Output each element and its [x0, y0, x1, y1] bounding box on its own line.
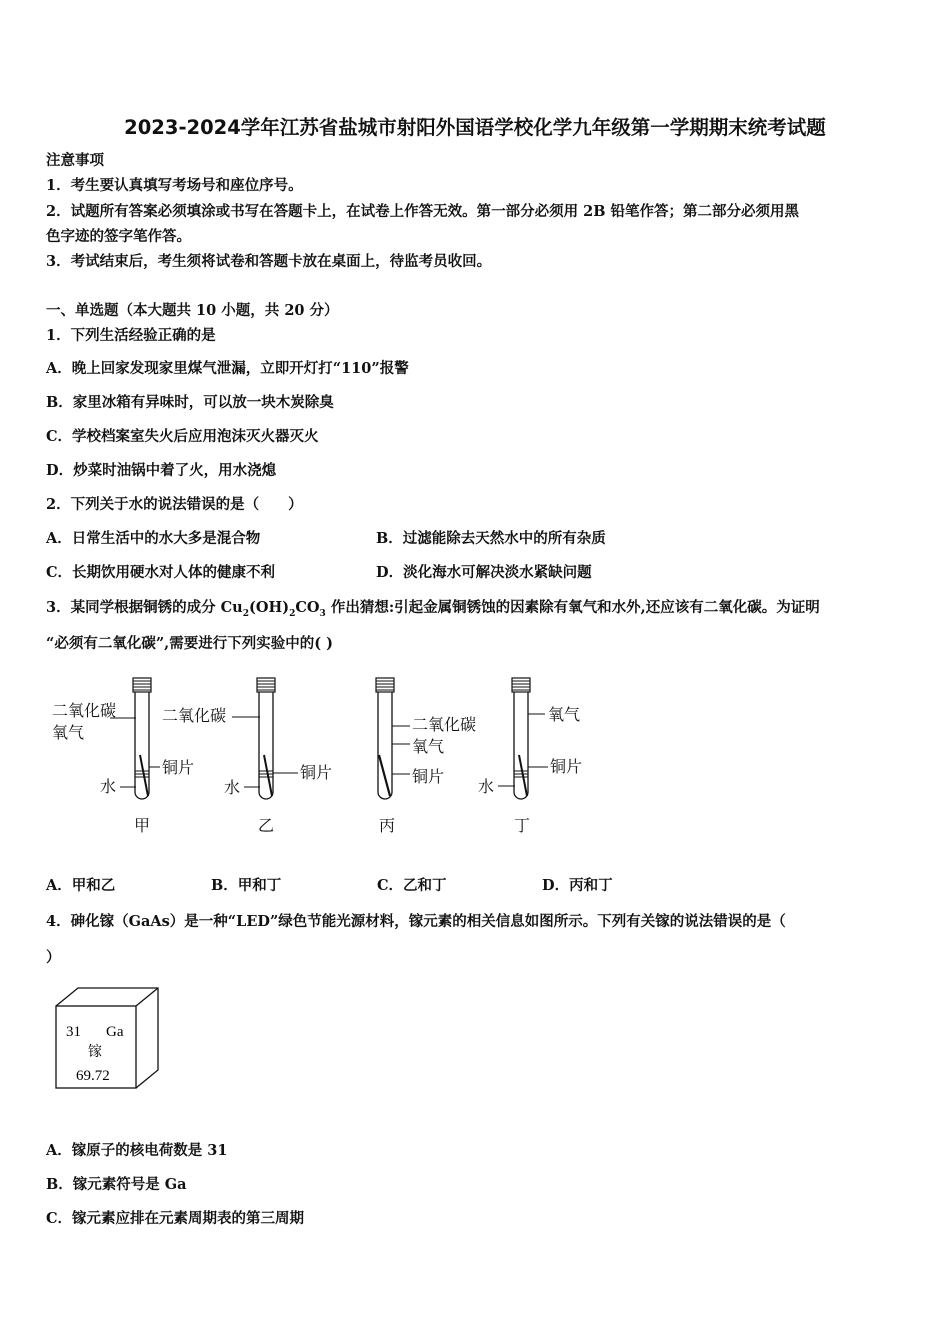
question-2-option-c: C．长期饮用硬水对人体的健康不利 [46, 564, 276, 581]
question-1-stem: 1．下列生活经验正确的是 [46, 327, 216, 344]
caption-yi: 乙 [258, 816, 275, 835]
tube-bing [376, 678, 476, 835]
element-cell-figure [52, 984, 172, 1094]
section-heading: 一、单选题（本大题共 10 小题，共 20 分） [46, 302, 339, 319]
notice-item: 1．考生要认真填写考场号和座位序号。 [46, 177, 303, 194]
question-4-option-c: C．镓元素应排在元素周期表的第三周期 [46, 1210, 305, 1227]
question-3-option-c: C．乙和丁 [377, 877, 447, 894]
question-4-option-b: B．镓元素符号是 Ga [46, 1176, 187, 1193]
question-1-option-b: B．家里冰箱有异味时，可以放一块木炭除臭 [46, 394, 334, 411]
element-symbol: Ga [106, 1024, 124, 1040]
label-co2: 二氧化碳 [162, 706, 227, 725]
question-2-option-b: B．过滤能除去天然水中的所有杂质 [376, 530, 606, 547]
question-3-option-a: A．甲和乙 [46, 877, 116, 894]
label-copper: 铜片 [550, 757, 583, 776]
question-3-option-d: D．丙和丁 [542, 877, 613, 894]
notice-item: 3．考试结束后，考生须将试卷和答题卡放在桌面上，待监考员收回。 [46, 253, 492, 270]
label-copper: 铜片 [300, 763, 333, 782]
notice-item: 色字迹的签字笔作答。 [46, 228, 191, 245]
question-4-option-a: A．镓原子的核电荷数是 31 [46, 1142, 228, 1159]
label-water: 水 [478, 777, 495, 796]
label-o2: 氧气 [52, 723, 85, 742]
label-co2: 二氧化碳 [412, 715, 477, 734]
element-name: 镓 [88, 1044, 102, 1060]
question-1-option-a: A．晚上回家发现家里煤气泄漏，立即开灯打“110”报警 [46, 360, 409, 377]
label-copper: 铜片 [412, 767, 445, 786]
question-2-option-a: A．日常生活中的水大多是混合物 [46, 530, 261, 547]
question-4-stem-line2: ） [46, 949, 61, 966]
question-3-option-b: B．甲和丁 [211, 877, 282, 894]
element-mass: 69.72 [76, 1068, 110, 1084]
question-3-stem-line2: “必须有二氧化碳”,需要进行下列实验中的( ) [46, 635, 333, 652]
label-water: 水 [100, 777, 117, 796]
label-o2: 氧气 [548, 705, 581, 724]
page-title: 2023-2024学年江苏省盐城市射阳外国语学校化学九年级第一学期期末统考试题 [124, 116, 826, 139]
label-co2: 二氧化碳 [52, 701, 117, 720]
question-4-stem: 4．砷化镓（GaAs）是一种“LED”绿色节能光源材料，镓元素的相关信息如图所示。下列有关镓的说法错误的是（ [46, 913, 786, 930]
label-copper: 铜片 [162, 758, 195, 777]
notice-heading: 注意事项 [46, 152, 104, 169]
notice-item: 2．试题所有答案必须填涂或书写在答题卡上，在试卷上作答无效。第一部分必须用 2B 铅笔作答；第二部分必须用黑 [46, 203, 800, 220]
caption-jia: 甲 [134, 816, 151, 835]
tube-jia [52, 678, 194, 835]
tube-yi [162, 678, 332, 835]
label-water: 水 [224, 778, 241, 797]
test-tube-figure [40, 670, 680, 840]
question-2-option-d: D．淡化海水可解决淡水紧缺问题 [376, 564, 592, 581]
element-number: 31 [66, 1024, 81, 1040]
question-3-stem: 3．某同学根据铜锈的成分 $Cu_2(OH)_2CO_3$ 作出猜想:引起金属铜锈蚀的因素除有氧气和水外,还应该有二氧化碳。为证明 [46, 599, 820, 619]
label-o2: 氧气 [412, 737, 445, 756]
caption-bing: 丙 [379, 816, 396, 835]
question-1-option-d: D．炒菜时油锅中着了火，用水浇熄 [46, 462, 277, 479]
tube-ding [478, 678, 582, 835]
caption-ding: 丁 [514, 816, 531, 835]
question-2-stem: 2．下列关于水的说法错误的是（ ） [46, 496, 303, 513]
question-1-option-c: C．学校档案室失火后应用泡沫灭火器灭火 [46, 428, 319, 445]
